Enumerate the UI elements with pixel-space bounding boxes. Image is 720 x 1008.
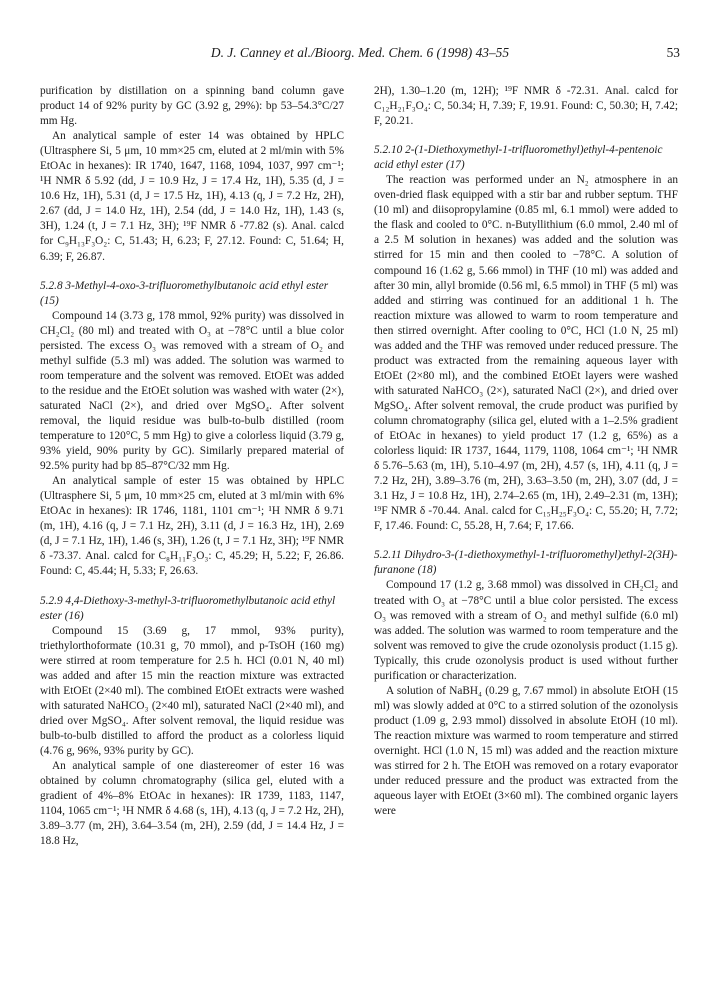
section-heading: 5.2.8 3-Methyl-4-oxo-3-trifluoromethylbutanoic acid ethyl ester (15) xyxy=(40,279,329,307)
paragraph: 2H), 1.30–1.20 (m, 12H); ¹⁹F NMR δ -72.31. Anal. calcd for C₁₂H₂₁F₃O₄: C, 50.34; H, 7.39; F, 19.91. Found: C, 50.30; H, 7.42; F, 20.21. xyxy=(374,85,678,128)
paragraph: An analytical sample of ester 14 was obtained by HPLC (Ultrasphere Si, 5 μm, 10 mm×25 cm, eluted at 2 ml/min with 5% EtOAc in hexanes): IR 1740, 1647, 1168, 1094, 1037, 997 cm⁻¹; ¹H NMR δ 5.92 (dd, J = 10.9 Hz, J = 17.4 Hz, 1H), 5.35 (d, J = 10.6 Hz, 1H), 5.31 (d, J = 17.5 Hz, 1H), 4.13 (q, J = 7.2 Hz, 2H), 2.67 (dd, J = 14.0 Hz, 1H), 2.54 (dd, J = 14.0 Hz, 1H), 1.43 (s, 3H), 1.24 (t, J = 7.1 Hz, 3H); ¹⁹F NMR δ -77.82 (s). Anal. calcd for C₉H₁₃F₃O₂: C, 51.43; H, 6.23; F, 27.12. Found: C, 51.64; H, 6.39; F, 26.87. xyxy=(40,130,344,263)
paragraph: Compound 15 (3.69 g, 17 mmol, 93% purity), triethylorthoformate (10.31 g, 70 mmol), and p-TsOH (160 mg) were stirred at room temperature for 2.5 h. HCl (0.01 N, 40 ml) was added and after 15 min the reaction mixture was extracted with EtOEt (2×40 ml). The combined EtOEt extracts were washed with saturated NaHCO₃ (2×40 ml), saturated NaCl (2×40 ml), and dried over MgSO₄. After solvent removal, the liquid residue was bulb-to-bulb distilled to afford the product as a colorless liquid (4.76 g, 96%, 93% purity by GC). xyxy=(40,624,344,757)
paragraph: Compound 17 (1.2 g, 3.68 mmol) was dissolved in CH₂Cl₂ and treated with O₃ at −78°C until a blue color persisted. The excess O₃ was removed with a stream of O₂ and methyl sulfide (6.0 ml) was added. The solution was warmed to room temperature and the solvent was removed to give the crude ozonolysis product (1.15 g). Typically, this crude ozonolysis product is used without further purification or characterization. xyxy=(374,579,678,682)
paragraph: purification by distillation on a spinning band column gave product 14 of 92% purity by GC (3.92 g, 29%): bp 53–54.3°C/27 mm Hg. xyxy=(40,85,344,128)
section-heading: 5.2.11 Dihydro-3-(1-diethoxymethyl-1-trifluoromethyl)ethyl-2(3H)-furanone (18) xyxy=(374,549,678,577)
paragraph: The reaction was performed under an N₂ atmosphere in an oven-dried flask equipped with a stir bar and rubber septum. THF (10 ml) and diisopropylamine (0.85 ml, 6.1 mmol) were added to the flask and cooled to 0°C. n-Butyllithium (6.0 mmol, 2.40 ml of a 2.5 M solution in hexanes) was added and the solution was stirred for 15 min and then cooled to −78°C. A solution of compound 16 (1.62 g, 5.66 mmol) in THF (10 ml) was added and after 30 min, allyl bromide (0.56 ml, 6.5 mmol) in THF (5 ml) was added and stirring was continued for an additional 1 h. The reaction mixture was allowed to warm to room temperature and then stirred overnight. After cooling to 0°C, HCl (1.0 N, 25 ml) was added and the THF was removed under reduced pressure. The product was extracted from the remaining aqueous layer with EtOEt (2×80 ml), and the combined EtOEt layers were washed with saturated NaHCO₃ (2×), saturated NaCl (2×), and dried over MgSO₄. After solvent removal, the crude product was purified by column chromatography (silica gel, eluted with a 1–2.5% gradient of EtOAc in hexanes) to yield product 17 (1.2 g, 65%) as a colorless liquid: IR 1737, 1644, 1179, 1108, 1064 cm⁻¹; ¹H NMR δ 5.76–5.63 (m, 1H), 5.10–4.97 (m, 2H), 4.57 (s, 1H), 4.11 (q, J = 7.2 Hz, 2H), 3.89–3.76 (m, 2H), 3.63–3.50 (m, 2H), 3.07 (dd, J = 3.1 Hz, J = 10.8 Hz, 1H), 2.74–2.65 (m, 1H), 2.49–2.31 (m, 13H); ¹⁹F NMR δ -70.44. Anal. calcd for C₁₅H₂₅F₃O₄: C, 55.20; H, 7.72; F, 17.46. Found: C, 55.28, H, 7.64; F, 17.66. xyxy=(374,174,678,533)
running-header: D. J. Canney et al./Bioorg. Med. Chem. 6 (1998) 43–55 xyxy=(210,45,510,60)
paragraph: An analytical sample of ester 15 was obtained by HPLC (Ultrasphere Si, 5 μm, 10 mm×25 cm, eluted at 3 ml/min with 6% EtOAc in hexanes): IR 1746, 1181, 1101 cm⁻¹; ¹H NMR δ 9.71 (m, 1H), 4.16 (q, J = 7.1 Hz, 2H), 3.11 (d, J = 16.3 Hz, 1H), 2.69 (d, J = 7.1 Hz, 1H), 1.46 (s, 3H), 1.26 (t, J = 7.1 Hz, 3H); ¹⁹F NMR δ -73.37. Anal. calcd for C₈H₁₁F₃O₃: C, 45.29; H, 5.22; F, 26.86. Found: C, 45.44; H, 5.33; F, 26.63. xyxy=(40,475,344,578)
right-column xyxy=(374,84,678,819)
section-heading: 5.2.10 2-(1-Diethoxymethyl-1-trifluoromethyl)ethyl-4-pentenoic acid ethyl ester (17) xyxy=(374,144,663,172)
paragraph: An analytical sample of one diastereomer of ester 16 was obtained by column chromatography (silica gel, eluted with a gradient of 4%–8% EtOAc in hexanes): IR 1739, 1183, 1147, 1104, 1065 cm⁻¹; ¹H NMR δ 4.68 (s, 1H), 4.13 (q, J = 7.2 Hz, 2H), 3.89–3.77 (m, 2H), 3.64–3.54 (m, 2H), 2.59 (dd, J = 14.4 Hz, J = 18.8 Hz, xyxy=(40,760,344,848)
page-number: 53 xyxy=(666,45,680,60)
left-column xyxy=(40,84,344,849)
paragraph: Compound 14 (3.73 g, 178 mmol, 92% purity) was dissolved in CH₂Cl₂ (80 ml) and treated with O₃ at −78°C until a blue color persisted. The excess O₃ was removed with a stream of O₂ and methyl sulfide (5.3 ml) was added. The solution was warmed to room temperature and the solvent was removed. EtOEt was added to the residue and the EtOEt solution was washed with water (2×), saturated NaCl (2×), and dried over MgSO₄. After solvent removal, the liquid residue was bulb-to-bulb distilled (room temperature to 120°C, 5 mm Hg) to give a colorless liquid (3.79 g, 93% yield, 90% purity by GC). Similarly prepared material of 92.5% purity had bp 85–87°C/32 mm Hg. xyxy=(40,309,344,473)
paragraph: A solution of NaBH₄ (0.29 g, 7.67 mmol) in absolute EtOH (15 ml) was slowly added at 0°C to a stirred solution of the ozonolysis product (1.09 g, 2.93 mmol) dissolved in absolute EtOH (10 ml). The reaction mixture was warmed to room temperature and stirred overnight. HCl (1.0 N, 15 ml) was added and the reaction mixture was stirred for 2 h. The EtOH was removed on a rotary evaporator under reduced pressure and the product was extracted from the aqueous layer with EtOEt (3×60 ml). The combined organic layers were xyxy=(374,684,678,818)
section-heading: 5.2.9 4,4-Diethoxy-3-methyl-3-trifluoromethylbutanoic acid ethyl ester (16) xyxy=(40,594,336,622)
